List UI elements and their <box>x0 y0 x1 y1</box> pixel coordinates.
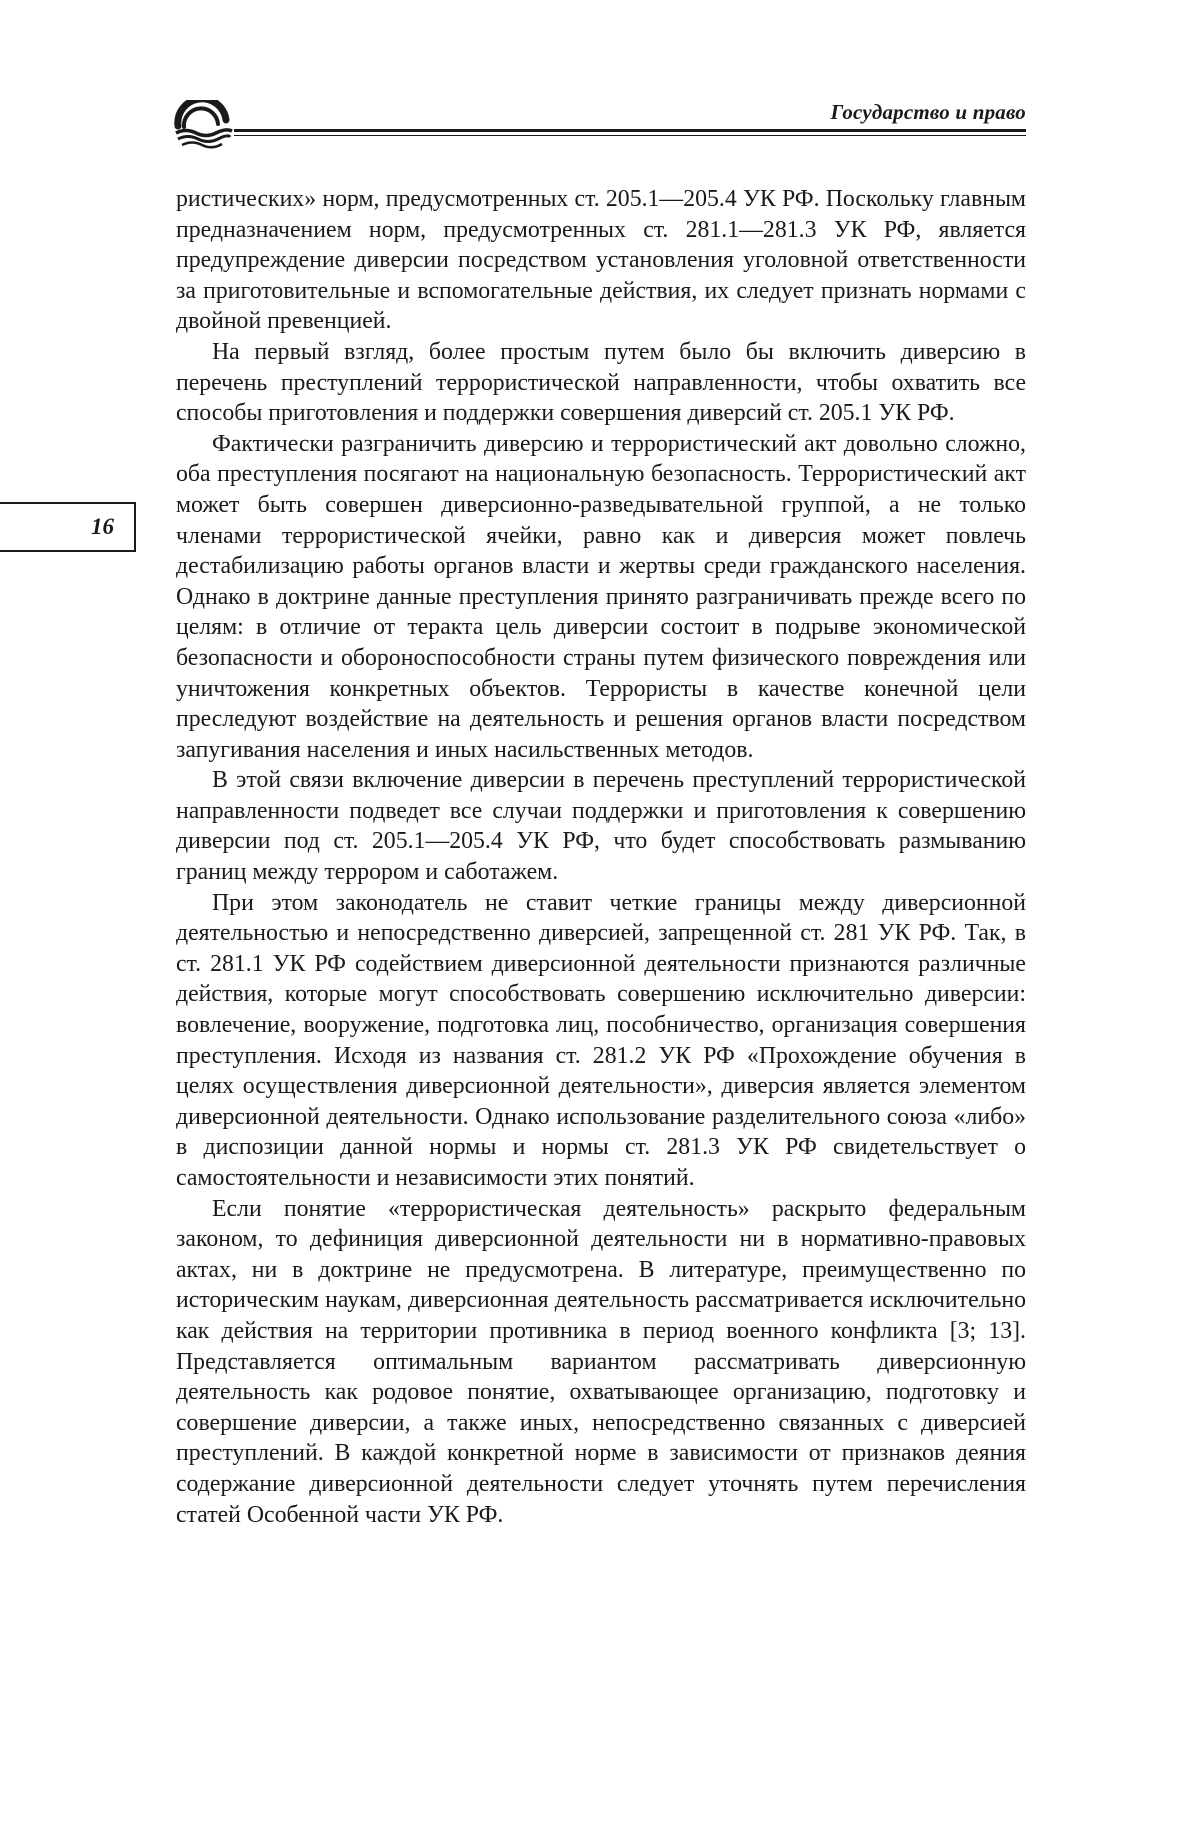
paragraph: ристических» норм, предусмотренных ст. 205.1—205.4 УК РФ. Поскольку главным предназначением норм, предусмотренных ст. 281.1—281.3 УК РФ, является предупреждение диверсии посредством установления уголовной ответственности за приготовительные и вспомогательные действия, их следует признать нормами с двойной превенцией. <box>176 186 1026 335</box>
journal-logo-icon <box>172 100 234 152</box>
paragraph: Если понятие «террористическая деятельность» раскрыто федеральным законом, то дефиниция диверсионной деятельности ни в нормативно-правовых актах, ни в доктрине не предусмотрена. В литературе, преимущественно по историческим наукам, диверсионная деятельность рассматривается исключительно как действия на территории противника в период военного конфликта [3; 13]. Представляется оптимальным вариантом рассматривать диверсионную деятельность как родовое понятие, охватывающее организацию, подготовку и совершение диверсии, а также иных, непосредственно связанных с диверсией преступлений. В каждой конкретной норме в зависимости от признаков деяния содержание диверсионной деятельности следует уточнять путем перечисления статей Особенной части УК РФ. <box>176 1195 1026 1528</box>
page-number-tab <box>0 502 136 552</box>
paragraph: В этой связи включение диверсии в перечень преступлений террористической направленности подведет все случаи поддержки и приготовления к совершению диверсии под ст. 205.1—205.4 УК РФ, что будет способствовать размыванию границ между террором и саботажем. <box>176 767 1026 886</box>
header-rule-thin <box>234 135 1026 136</box>
journal-title: Государство и право <box>830 100 1026 124</box>
paragraph: Фактически разграничить диверсию и террористический акт довольно сложно, оба преступления посягают на национальную безопасность. Террористический акт может быть совершен диверсионно-разведывательной группой, а не только членами террористической ячейки, равно как и диверсия может повлечь дестабилизацию работы органов власти и жертвы среди гражданского населения. Однако в доктрине данные преступления принято разграничивать прежде всего по целям: в отличие от теракта цель диверсии состоит в подрыве экономической безопасности и обороноспособности страны путем физического повреждения или уничтожения конкретных объектов. Террористы в качестве конечной цели преследуют воздействие на деятельность и решения органов власти посредством запугивания населения и иных насильственных методов. <box>176 430 1026 763</box>
article-body <box>176 184 1026 1530</box>
running-header <box>172 96 1026 148</box>
header-rule-thick <box>234 129 1026 132</box>
page-number: 16 <box>91 514 114 539</box>
paragraph: При этом законодатель не ставит четкие границы между диверсионной деятельностью и непосредственно диверсией, запрещенной ст. 281 УК РФ. Так, в ст. 281.1 УК РФ содействием диверсионной деятельности признаются различные действия, которые могут способствовать совершению исключительно диверсии: вовлечение, вооружение, подготовка лиц, пособничество, организация совершения преступления. Исходя из названия ст. 281.2 УК РФ «Прохождение обучения в целях осуществления диверсионной деятельности», диверсия является элементом диверсионной деятельности. Однако использование разделительного союза «либо» в диспозиции данной нормы и нормы ст. 281.3 УК РФ свидетельствует о самостоятельности и независимости этих понятий. <box>176 889 1026 1191</box>
paragraph: На первый взгляд, более простым путем было бы включить диверсию в перечень преступлений террористической направленности, чтобы охватить все способы приготовления и поддержки совершения диверсий ст. 205.1 УК РФ. <box>176 338 1026 427</box>
